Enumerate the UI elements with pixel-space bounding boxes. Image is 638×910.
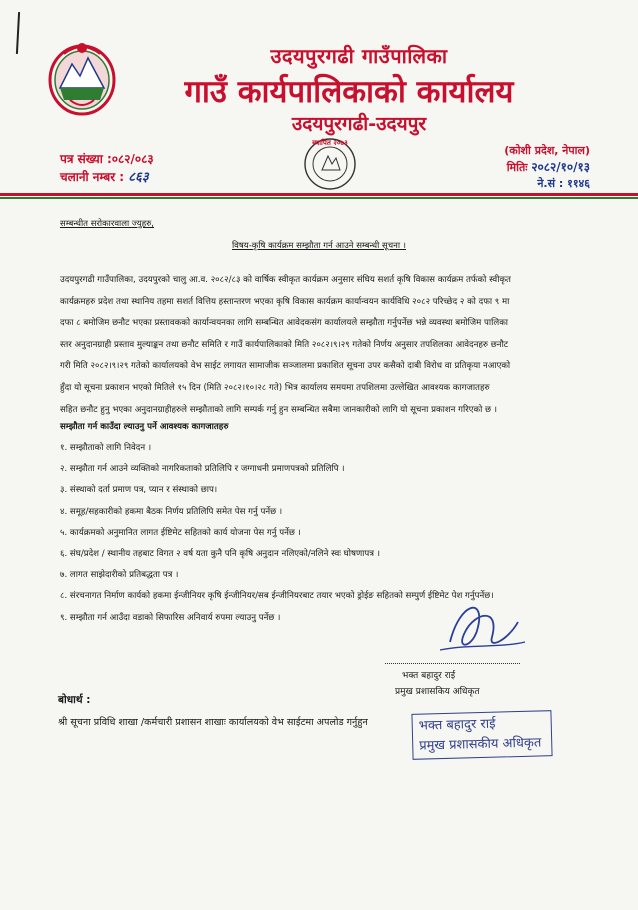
body-line: गरी मिति २०८२।९।२९ गतेको कार्यालयको वेभ साईट लगायत सामाजीक सञ्जालमा प्रकाशित सूचना उपर कसैको दाबी विरोध वा प्रतिकृया नआएको	[60, 361, 511, 372]
signatory-name: भक्त बहादुर राई	[402, 671, 456, 681]
reference-block-right	[504, 143, 590, 192]
dispatch-number-value: ८६३	[128, 170, 149, 185]
subject-line	[0, 240, 638, 251]
list-item: ५. कार्यक्रमको अनुमानित लागत ईष्टिमेट सहितको कार्य योजना पेस गर्नु पर्नेछ ।	[60, 527, 301, 538]
nepal-sambat-row	[504, 176, 590, 192]
list-item: १. सम्झौताको लागि निवेदन ।	[60, 443, 152, 453]
header-divider-green	[0, 197, 638, 199]
list-item: २. सम्झौता गर्न आउने व्यक्तिको नागरिकताको प्रतिलिपि र जग्गाधनी प्रमाणपत्रको प्रतिलिपि ।	[60, 464, 345, 475]
list-item: ६. संघ/प्रदेश / स्थानीय तहबाट विगत २ वर्ष यता कुनै पनि कृषि अनुदान नलिएको/नलिने स्वः घोषणापत्र ।	[60, 548, 381, 559]
round-seal-icon	[292, 134, 368, 192]
nepal-sambat-label: ने.सं :	[537, 177, 564, 190]
list-item: ७. लागत साझेदारीको प्रतिबद्धता पत्र ।	[60, 570, 179, 581]
body-paragraph	[60, 270, 580, 421]
dispatch-number-row	[60, 168, 154, 187]
cc-heading: बोधार्थ :	[58, 694, 91, 706]
signatory-title: प्रमुख प्रशासकिय अधिकृत	[395, 687, 480, 697]
body-line: दफा ८ बमोजिम छनौट भएका प्रस्तावकको कार्यान्वयनका लागि सम्बन्धित आवेदकसंग कार्यालयले सम्झौता गर्नुपर्नेछ भन्ने व्यवस्था बमोजिम पालिका	[60, 318, 509, 329]
municipality-name: उदयपुरगढी गाउँपालिका	[270, 44, 448, 68]
body-line: स्तर अनुदानग्राही प्रस्ताव मुल्याङ्कन तथा छनौट समिति र गाउँ कार्यपालिकाको मिति २०८२।९।२९ गतेको निर्णय अनुसार तपशिलका आवेदनहरु छनौट	[60, 339, 509, 350]
signature-icon	[430, 592, 530, 662]
dispatch-number-label: चलानी नम्बर :	[60, 170, 125, 184]
salutation: सम्बन्धीत सरोकारवाला ज्युहरु,	[60, 219, 155, 229]
letter-number-value: ०८२/०८३	[111, 152, 154, 166]
nepal-emblem-icon	[46, 38, 118, 118]
list-item: ३. संस्थाको दर्ता प्रमाण पत्र, प्यान र संस्थाको छाप।	[60, 485, 218, 496]
seal-text: स्थापित २०७३	[312, 139, 348, 147]
nepal-sambat-value: ११४६	[567, 177, 590, 190]
date-value: २०८२/१०/१३	[531, 160, 590, 174]
list-item: ४. समूह/सहकारीको हकमा बैठक निर्णय प्रतिलिपि समेत पेस गर्नु पर्नेछ ।	[60, 506, 283, 517]
stamp-title: प्रमुख प्रशासकीय अधिकृत	[419, 735, 542, 754]
official-name-stamp	[411, 710, 552, 760]
body-line: सहित छनौट हुनु भएका अनुदानग्राहीहरुले सम्झौताको लागि सम्पर्क गर्नु हुन सम्बन्धित सबैमा जानकारीको लागि यो सूचना प्रकाशन गरिएको छ ।	[60, 404, 498, 415]
letter-number-row	[60, 150, 154, 168]
office-address: उदयपुरगढी-उदयपुर	[291, 113, 427, 135]
date-label: मितिः	[506, 161, 528, 174]
signature-line	[385, 663, 520, 664]
body-line: हुँदा यो सूचना प्रकाशन भएको मितिले १५ दिन (मिति २०८२।१०।२८ गते) भित्र कार्यालय समयमा तपशिलमा उल्लेखित आवश्यक कागजातहरु	[60, 382, 490, 393]
cc-recipient: श्री सूचना प्रविधि शाखा /कर्मचारी प्रशासन शाखाः कार्यालयको वेभ साईटमा अपलोड गर्नुहुन	[58, 717, 368, 728]
header-divider-red	[0, 193, 638, 196]
letter-number-label: पत्र संख्या :	[60, 152, 112, 166]
office-name: गाउँ कार्यपालिकाको कार्यालय	[184, 74, 514, 110]
reference-block-left	[60, 150, 154, 187]
body-line: उदयपुरगढी गाउँपालिका, उदयपुरको चालु आ.व. २०८२/८३ को वार्षिक स्वीकृत कार्यक्रम अनुसार संघिय सशर्त कृषि विकास कार्यक्रम तर्फको स्वीकृत	[60, 275, 511, 285]
subject-text: विषय-कृषि कार्यक्रम सम्झौता गर्न आउने सम्बन्धी सूचना ।	[231, 241, 407, 251]
required-documents-heading: सम्झौता गर्न काउँदा ल्याउनु पर्ने आवश्यक कागजातहरु	[60, 422, 229, 432]
date-row	[504, 159, 590, 176]
province-label: (कोशी प्रदेश, नेपाल)	[504, 144, 590, 157]
body-line: कार्यक्रमहरु प्रदेश तथा स्थानिय तहमा सशर्त वित्तिय हस्तान्तरण भएका कृषि विकास कार्यक्रम कार्यान्वयन कार्यविधि २०८२ परिच्छेद २ को दफा ९ मा	[60, 296, 510, 307]
list-item: ९. सम्झौता गर्न आउँदा वडाको सिफारिस अनिवार्य रुपमा ल्याउनु पर्नेछ ।	[60, 612, 281, 623]
scan-edge-mark	[16, 12, 20, 54]
stamp-name: भक्त बहादुर राई	[418, 716, 496, 734]
list-item: ८. संरचनागत निर्माण कार्यको हकमा ईन्जीनियर कृषि ईन्जीनियर/सब ईन्जीनियरबाट तयार भएको ड्रोईङ सहितको सम्पुर्ण ईष्टिमेट पेश गर्नुपर्नेछ।	[60, 591, 494, 602]
